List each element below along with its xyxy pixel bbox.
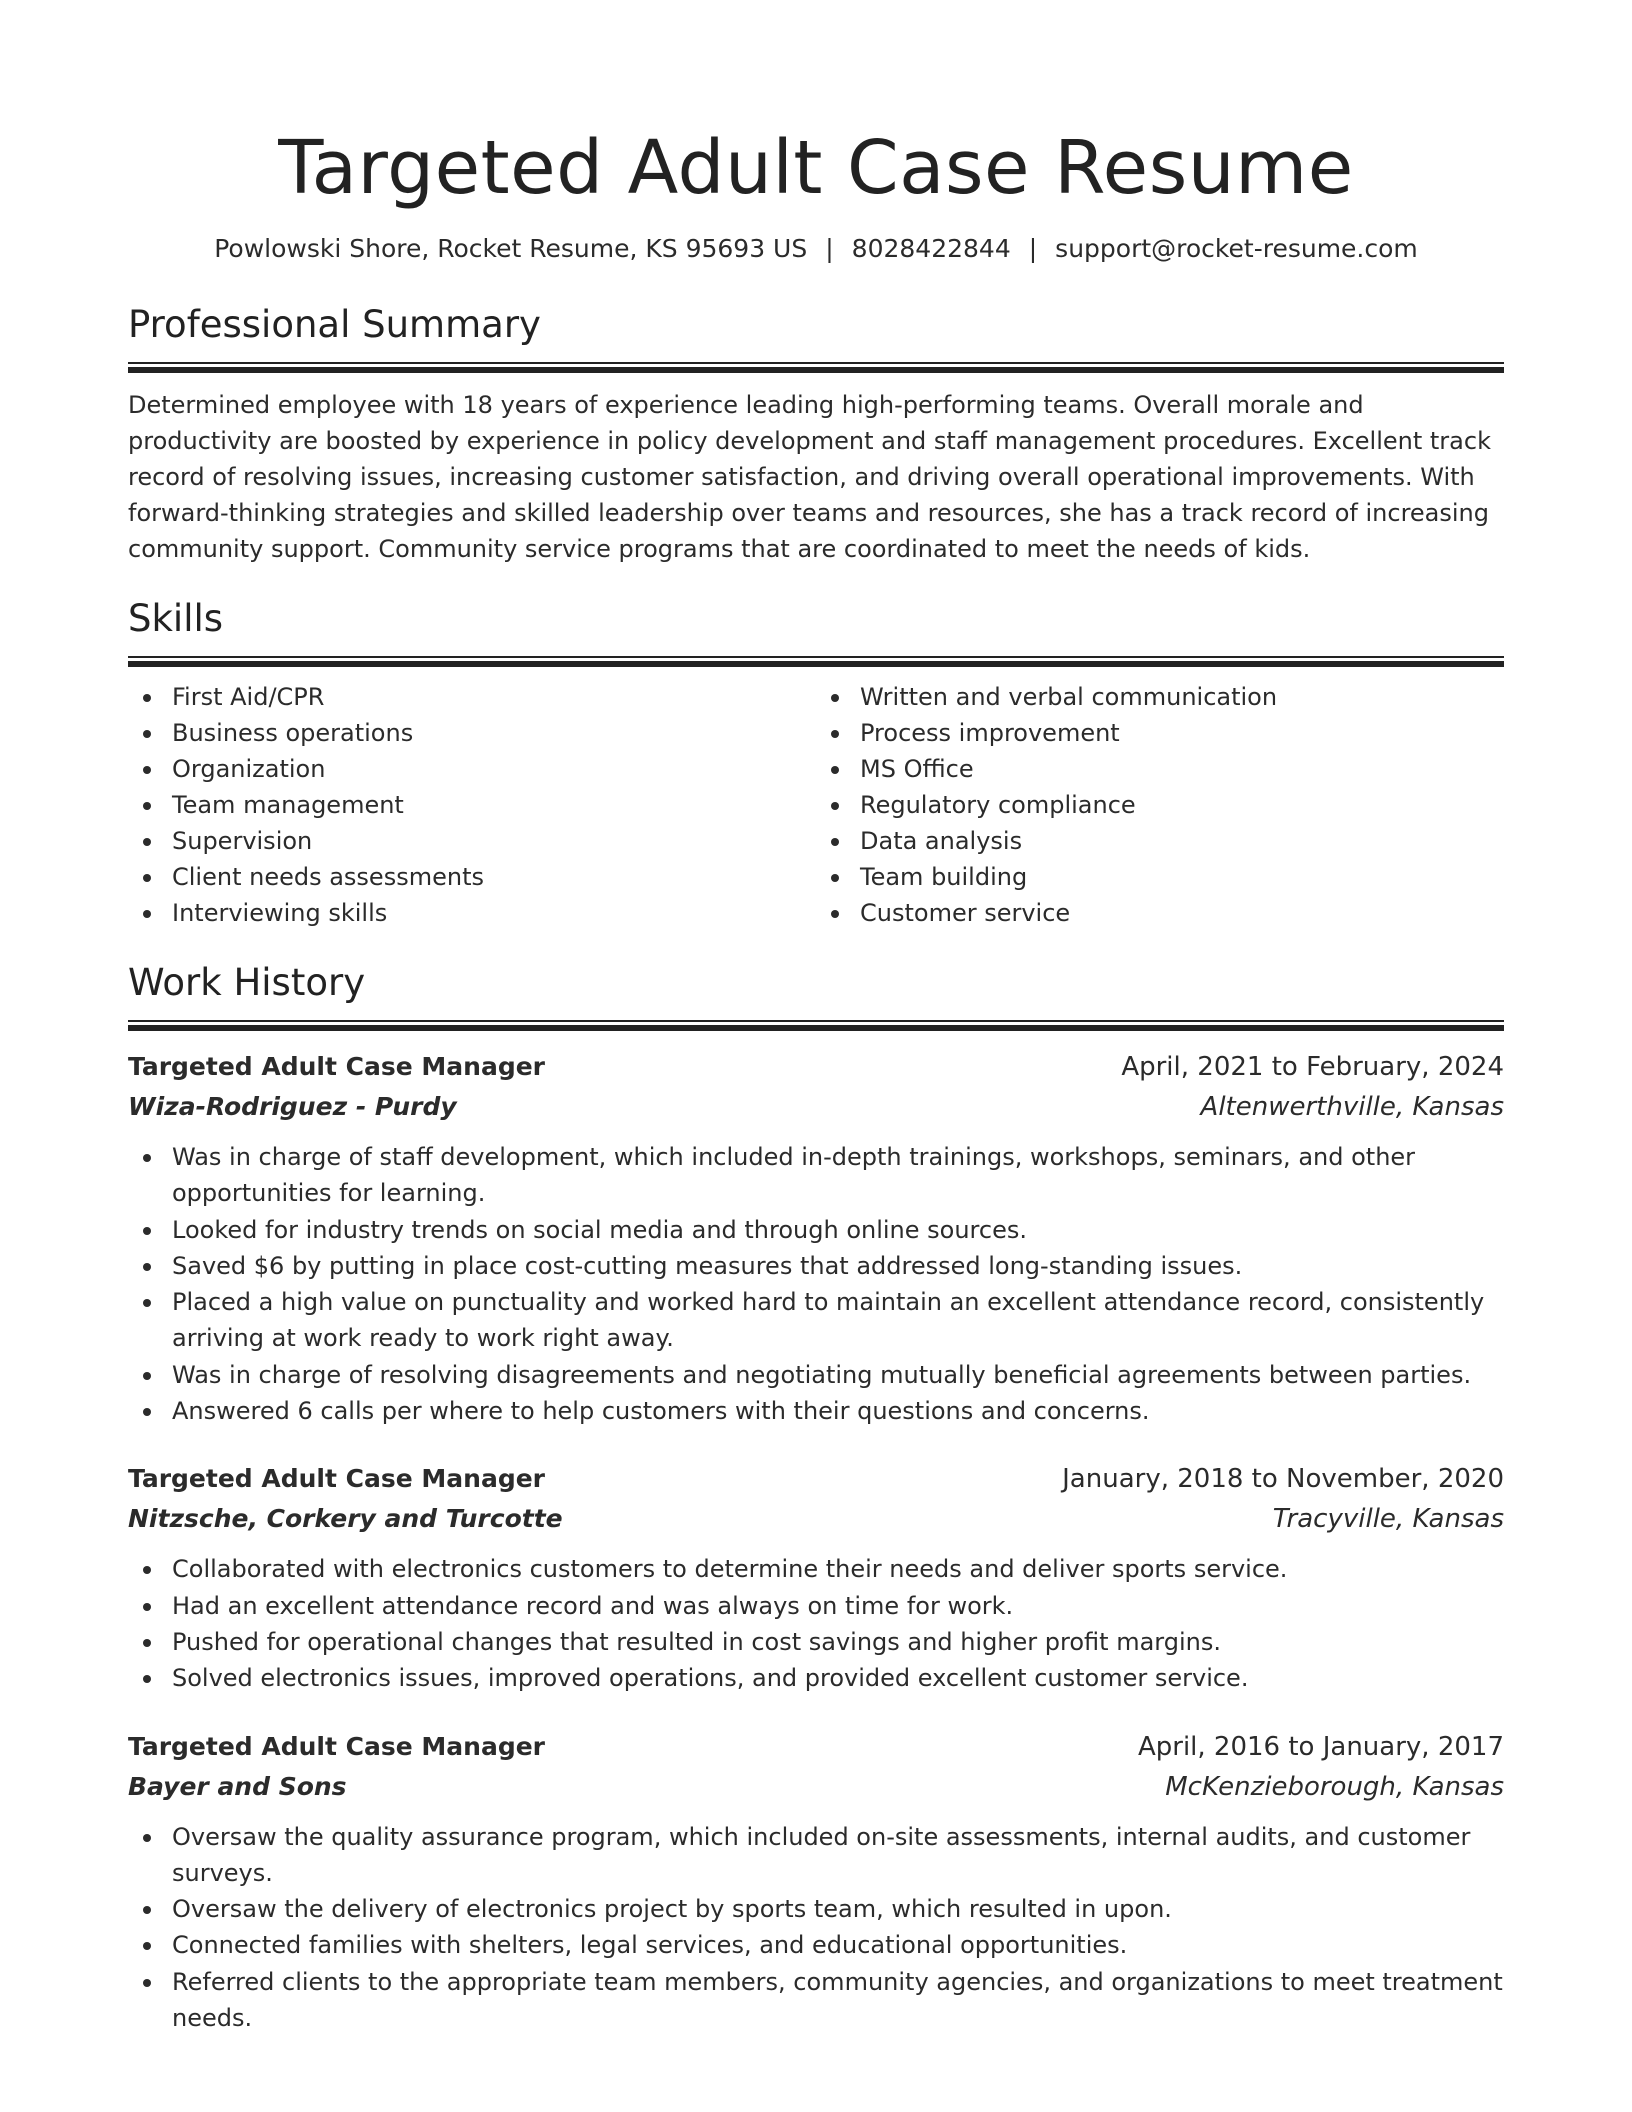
- job-bullet-list: [128, 1819, 1504, 2037]
- skill-item: Regulatory compliance: [860, 787, 1504, 823]
- skills-columns: [128, 679, 1504, 931]
- job-company: Nitzsche, Corkery and Turcotte: [128, 1504, 563, 1534]
- skills-list-right: [816, 679, 1504, 931]
- job-title: Targeted Adult Case Manager: [128, 1731, 546, 1761]
- skill-item: Organization: [172, 751, 816, 787]
- job-bullet: Connected families with shelters, legal services, and educational opportunities.: [172, 1927, 1504, 1963]
- job-bullet: Referred clients to the appropriate team members, community agencies, and organizations to meet treatment needs.: [172, 1964, 1504, 2037]
- job-dates: January, 2018 to November, 2020: [1062, 1464, 1504, 1495]
- job-bullet: Had an excellent attendance record and was always on time for work.: [172, 1588, 1504, 1624]
- job-bullet: Collaborated with electronics customers to determine their needs and deliver sports service.: [172, 1551, 1504, 1587]
- skill-item: First Aid/CPR: [172, 679, 816, 715]
- section-divider: [128, 362, 1504, 373]
- work-history-heading: Work History: [128, 961, 366, 1004]
- job-bullet-list: [128, 1551, 1504, 1696]
- resume-page: [128, 0, 1504, 2036]
- section-divider: [128, 1020, 1504, 1031]
- job-bullet: Oversaw the delivery of electronics project by sports team, which resulted in upon.: [172, 1891, 1504, 1927]
- document-title: Targeted Adult Case Resume: [278, 125, 1354, 211]
- summary-text: Determined employee with 18 years of experience leading high-performing teams. Overall morale and productivity are boosted by experience in policy development and staff management procedures. Excellent track record of resolving issues, increasing customer satisfaction, and driving overall operational improvements. With forward-thinking strategies and skilled leadership over teams and resources, she has a track record of increasing community support. Community service programs that are coordinated to meet the needs of kids.: [128, 391, 1491, 563]
- job-entry: [128, 1459, 1504, 1696]
- job-bullet: Oversaw the quality assurance program, which included on-site assessments, internal audits, and customer surveys.: [172, 1819, 1504, 1892]
- job-location: Altenwerthville, Kansas: [1200, 1092, 1504, 1122]
- section-divider: [128, 656, 1504, 667]
- skill-item: Team management: [172, 787, 816, 823]
- skills-section: [128, 594, 1504, 931]
- skill-item: Interviewing skills: [172, 895, 816, 931]
- job-header-row: [128, 1727, 1504, 1767]
- job-bullet: Looked for industry trends on social media and through online sources.: [172, 1212, 1504, 1248]
- skills-list-left: [128, 679, 816, 931]
- contact-separator: |: [1028, 234, 1038, 263]
- skill-item: Customer service: [860, 895, 1504, 931]
- job-bullet: Was in charge of staff development, which included in-depth trainings, workshops, seminars, and other opportunities for learning.: [172, 1139, 1504, 1212]
- skills-heading: Skills: [128, 597, 224, 640]
- job-bullet: Placed a high value on punctuality and worked hard to maintain an excellent attendance record, consistently arriving at work ready to work right away.: [172, 1284, 1504, 1357]
- skill-item: Process improvement: [860, 715, 1504, 751]
- job-bullet: Was in charge of resolving disagreements and negotiating mutually beneficial agreements between parties.: [172, 1357, 1504, 1393]
- job-dates: April, 2021 to February, 2024: [1121, 1052, 1504, 1082]
- job-bullet: Pushed for operational changes that resulted in cost savings and higher profit margins.: [172, 1624, 1504, 1660]
- skill-item: Business operations: [172, 715, 816, 751]
- job-company: Bayer and Sons: [128, 1771, 347, 1801]
- skill-item: Team building: [860, 859, 1504, 895]
- job-company-row: [128, 1767, 1504, 1807]
- skill-item: Written and verbal communication: [860, 679, 1504, 715]
- job-company-row: [128, 1499, 1504, 1539]
- skill-item: Client needs assessments: [172, 859, 816, 895]
- job-title: Targeted Adult Case Manager: [128, 1052, 546, 1081]
- job-location: McKenzieborough, Kansas: [1165, 1771, 1504, 1802]
- contact-separator: |: [825, 234, 834, 263]
- job-bullet: Solved electronics issues, improved operations, and provided excellent customer service.: [172, 1660, 1504, 1696]
- job-title: Targeted Adult Case Manager: [128, 1464, 546, 1494]
- contact-address: Powlowski Shore, Rocket Resume, KS 95693 US: [214, 234, 808, 263]
- skill-item: Data analysis: [860, 823, 1504, 859]
- skill-item: Supervision: [172, 823, 816, 859]
- work-history-section: [128, 958, 1504, 2036]
- job-header-row: [128, 1047, 1504, 1087]
- job-location: Tracyville, Kansas: [1272, 1504, 1504, 1535]
- contact-phone: 8028422844: [851, 234, 1011, 263]
- summary-section: [128, 300, 1504, 567]
- job-company: Wiza-Rodriguez - Purdy: [128, 1092, 457, 1121]
- skill-item: MS Office: [860, 751, 1504, 787]
- job-entry: [128, 1727, 1504, 2037]
- job-header-row: [128, 1459, 1504, 1499]
- job-entry: [128, 1047, 1504, 1429]
- contact-line: [128, 232, 1504, 266]
- job-bullet-list: [128, 1139, 1504, 1429]
- contact-email: support@rocket-resume.com: [1055, 234, 1418, 263]
- job-company-row: [128, 1087, 1504, 1127]
- job-bullet: Answered 6 calls per where to help customers with their questions and concerns.: [172, 1393, 1504, 1429]
- summary-heading: Professional Summary: [128, 303, 541, 346]
- job-bullet: Saved $6 by putting in place cost-cutting measures that addressed long-standing issues.: [172, 1248, 1504, 1284]
- job-dates: April, 2016 to January, 2017: [1137, 1731, 1504, 1762]
